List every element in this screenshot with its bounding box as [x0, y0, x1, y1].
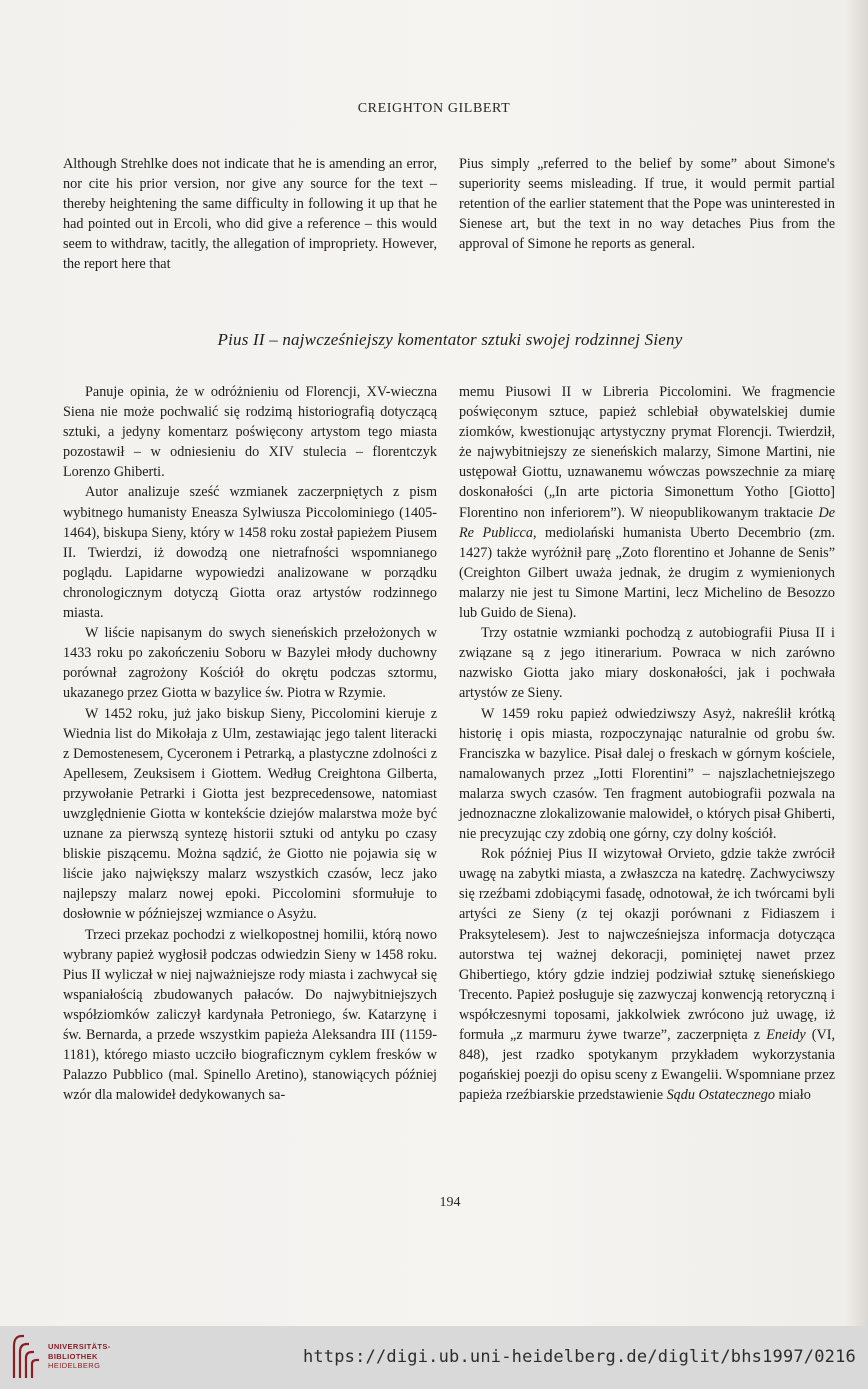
polish-text: , mediolański humanista Uberto Decembrio (zm. 1427) także wyróżnił parę „Zoto florentino et Johanne de Senis” (Creighton Gilbert uważa jednak, że drugim z wymienionych malarzy nie jest tu Simone Martini, lecz Michelino de Besozzo lub Guido de Siena).: [459, 524, 835, 622]
work-title: Eneidy: [766, 1027, 806, 1043]
university-library-logo-icon: [10, 1332, 44, 1382]
polish-paragraph: W 1452 roku, już jako biskup Sieny, Piccolomini kieruje z Wiednia list do Mikołaja z Ulm, zestawiając jego talent literacki z Demostenesem, Cyceronem i Petrarką, a plastyczne zdolności z Apellesem, Zeuksisem i Giottem. Według Creightona Gilberta, przywołanie Petrarki i Giotta jest bezprecedensowe, natomiast uwzględnienie Giotta w kontekście dziejów malarstwa może być uznane za pierwszą syntezę historii sztuki od antyku po czasy bliskie piszącemu. Można sądzić, że Giotto nie pojawia się w liście jako największy malarz wszystkich czasów, lecz jako najlepszy malarz nowej epoki. Piccolomini sformułuje to dosłownie w późniejszej wzmiance o Asyżu.: [63, 705, 437, 923]
library-name: [48, 1342, 111, 1371]
running-head: CREIGHTON GILBERT: [357, 101, 511, 116]
polish-paragraph: Autor analizuje sześć wzmianek zaczerpniętych z pism wybitnego humanisty Eneasza Sylwiusza Piccolominiego (1405-1464), biskupa Sieny, który w 1458 roku został papieżem Piusem II. Twierdzi, iż dowodzą one nietrafności wspomnianego poglądu. Lapidarne wypowiedzi analizowane w porządku chronologicznym dotyczą Giotta oraz artystów rodzinnego miasta.: [63, 484, 437, 622]
polish-text: (VI, 848), jest rzadko spotykanym przykładem wykorzystania pogańskiej poezji do opisu sceny z Ewangelii. Wspomniane przez papieża rzeźbiarskie przedstawienie: [459, 1027, 836, 1104]
permalink-url[interactable]: https://digi.ub.uni-heidelberg.de/diglit/bhs1997/0216: [302, 1347, 856, 1367]
polish-paragraph: Panuje opinia, że w odróżnieniu od Florencji, XV-wieczna Siena nie może pochwalić się rodzimą historiografią dotyczącą sztuki, a jedyny komentarz poświęcony artystom tego miasta pozostawił – w odniesieniu do XIV stulecia – florentczyk Lorenzo Ghiberti.: [63, 384, 437, 481]
work-title: De Re Publicca: [459, 504, 835, 541]
polish-column-right: [459, 382, 835, 1105]
library-name-line: HEIDELBERG: [48, 1361, 101, 1370]
library-name-line: BIBLIOTHEK: [48, 1351, 98, 1361]
viewer-footer: [0, 1326, 868, 1389]
polish-column-left: [63, 382, 437, 1105]
polish-paragraph: [459, 844, 835, 1105]
polish-text: miało: [774, 1087, 811, 1104]
english-paragraph-left: Although Strehlke does not indicate that he is amending an error, nor cite his prior version, nor give any source for the text – thereby heightening the same difficulty in following it up that he had pointed out in Ercoli, who did give a reference – this would seem to withdraw, tacitly, the allegation of impropriety. However, the report here that: [63, 156, 437, 273]
library-name-line: UNIVERSITÄTS-: [48, 1342, 111, 1351]
polish-text: Rok później Pius II wizytował Orvieto, gdzie także zwrócił uwagę na zabytki miasta, a zwłaszcza na katedrę. Zachwyciwszy się rzeźbami zdobiącymi fasadę, odnotował, że ich twórcami byli artyści ze Sieny (z tej okazji porównani z Fidiaszem i Praksytelesem). Jest to najwcześniejsza informacja dotycząca autorstwa tej ważnej dekoracji, pominiętej nawet przez Ghibertiego, który gdzie indziej podziwiał sztukę sieneńskiego Trecento. Papież posługuje się zazwyczaj konwencją retoryczną i współczesnymi toposami, jakkolwiek zwrócono już uwagę, iż formuła „z marmuru żywe twarze”, zaczerpnięta z: [459, 846, 835, 1043]
polish-paragraph: [459, 382, 835, 623]
polish-paragraph: W 1459 roku papież odwiedziwszy Asyż, nakreślił krótką historię i opis miasta, rozpoczynając naturalnie od grobu św. Franciszka w bazylice. Pisał dalej o freskach w górnym kościele, namalowanych przez „Iotti Florentini” – najszlachetniejszego malarza swych czasów. Ten fragment autobiografii pozwala na jednoznaczne zlokalizowanie malowideł, o których pisał Ghiberti, nie precyzując czy zdobią one górny, czy dolny kościół.: [459, 705, 835, 843]
english-column-left: [63, 154, 437, 275]
page-number: 194: [439, 1195, 461, 1210]
polish-paragraph: Trzeci przekaz pochodzi z wielkopostnej homilii, którą nowo wybrany papież wygłosił podczas odwiedzin Sieny w 1458 roku. Pius II wyliczał w niej najważniejsze rody miasta i zachwycał się wspaniałością zbudowanych pałaców. Do najwybitniejszych współziomków zaliczył kardynała Petroniego, św. Katarzynę i św. Bernarda, a przede wszystkim papieża Aleksandra III (1159-1181), którego miasto uczciło biograficznym cyklem fresków w Palazzo Pubblico (mal. Spinello Aretino), stanowiących później wzór dla malowideł dedykowanych sa-: [63, 926, 437, 1104]
section-title: Pius II – najwcześniejszy komentator sztuki swojej rodzinnej Sieny: [217, 330, 683, 349]
polish-paragraph: Trzy ostatnie wzmianki pochodzą z autobiografii Piusa II i związane są z jego itinerarium. Powraca w nich zarówno nazwisko Giotta jako miary doskonałości, jak i pochwała artystów ze Sieny.: [459, 625, 835, 702]
english-column-right: [459, 154, 835, 254]
polish-paragraph: W liście napisanym do swych sieneńskich przełożonych w 1433 roku po zakończeniu Soboru w Bazylei młody duchowny porównał zagrożony Kościół do okrętu podczas sztormu, ukazanego przez Giotta w bazylice św. Piotra w Rzymie.: [63, 625, 437, 702]
work-title: Sądu Ostatecznego: [666, 1087, 775, 1104]
polish-text: memu Piusowi II w Libreria Piccolomini. We fragmencie poświęconym sztuce, papież schlebiał obywatelskiej dumie ziomków, kwestionując artystyczny prymat Florencji. Twierdził, że najwybitniejszy ze sieneńskich malarzy, Simone Martini, nie ustępował Giottu, uznawanemu wówczas powszechnie za miarę doskonałości („In arte pictoria Simonettum Yotho [Giotto] Florentino non inferiorem”). W nieopublikowanym traktacie: [459, 384, 835, 521]
english-paragraph-right: Pius simply „referred to the belief by some” about Simone's superiority seems misleading. If true, it would permit partial retention of the earlier statement that the Pope was uninterested in Sienese art, but the text in no way detaches Pius from the approval of Simone he reports as general.: [459, 156, 835, 253]
